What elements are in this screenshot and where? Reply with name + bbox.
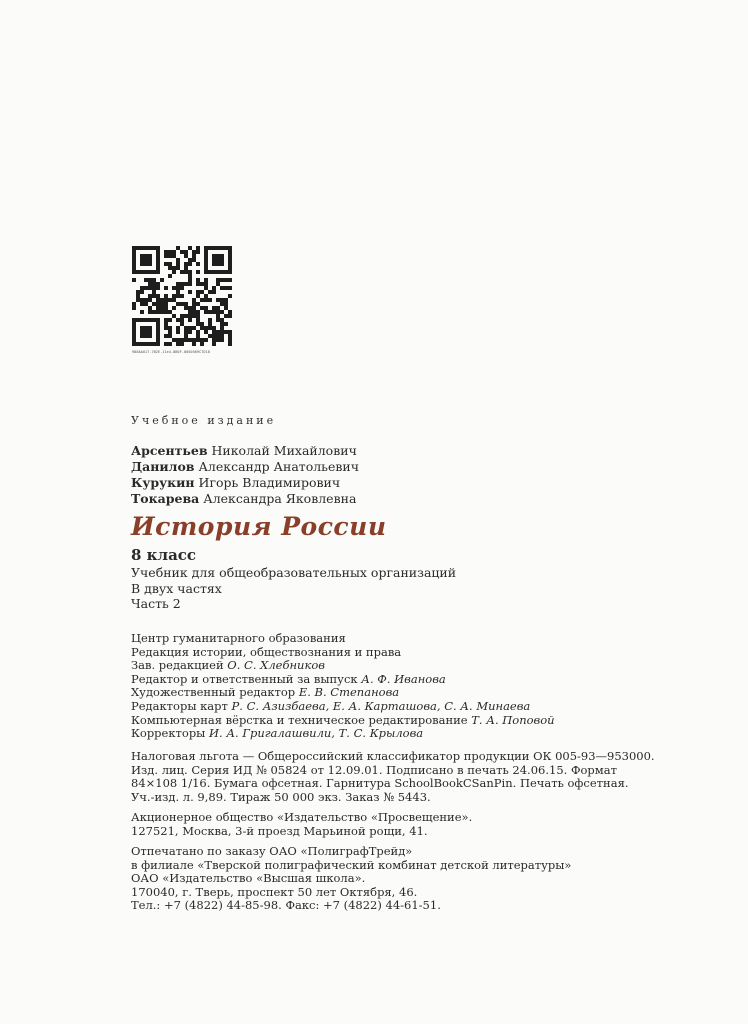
edition-label: Учебное издание [131, 414, 277, 427]
printer-line: в филиале «Тверской полиграфический комбинат детской литературы» [131, 857, 572, 872]
staff-person: И. А. Григалашвили, Т. С. Крылова [209, 726, 424, 741]
staff-role: Корректоры [131, 726, 209, 741]
author-line [131, 443, 359, 459]
staff-role: Редакция истории, обществознания и права [131, 644, 402, 659]
qr-caption: 988AA017-7B2E-11e4-8B0F-0050569C7D18 [132, 350, 210, 354]
publisher-line: 127521, Москва, 3-й проезд Марьиной рощи, 41. [131, 823, 428, 838]
author-name: Александра Яковлевна [203, 491, 357, 506]
subtitle [131, 565, 456, 612]
subtitle-line: Учебник для общеобразовательных организаций [131, 565, 457, 580]
staff-line [131, 646, 555, 660]
author-name: Игорь Владимирович [198, 475, 341, 490]
author-line [131, 491, 359, 507]
qr-code-icon [132, 246, 232, 346]
printer-line: 170040, г. Тверь, проспект 50 лет Октября, 46. [131, 884, 418, 899]
book-title: История России [131, 512, 387, 541]
staff-line [131, 686, 555, 700]
author-surname: Данилов [131, 459, 195, 474]
imprint-line: Налоговая льгота — Общероссийский классификатор продукции ОК 005-93—953000. [131, 749, 655, 763]
staff-line [131, 727, 555, 741]
author-surname: Курукин [131, 475, 195, 490]
author-name: Николай Михайлович [211, 443, 357, 458]
staff-line [131, 714, 555, 728]
imprint-line: Изд. лиц. Серия ИД № 05824 от 12.09.01. Подписано в печать 24.06.15. Формат [131, 762, 617, 777]
staff-role: Зав. редакцией [131, 658, 228, 673]
staff-role: Компьютерная вёрстка и техническое редактирование [131, 712, 472, 727]
staff-line [131, 632, 555, 646]
author-name: Александр Анатольевич [198, 459, 360, 474]
printer-line: ОАО «Издательство «Высшая школа». [131, 871, 366, 886]
staff-person: Р. С. Азизбаева, Е. А. Карташова, С. А. Минаева [231, 698, 531, 713]
publisher-line: Акционерное общество «Издательство «Просвещение». [131, 810, 473, 824]
staff-person: А. Ф. Иванова [361, 671, 446, 686]
author-line [131, 459, 359, 475]
author-surname: Токарева [131, 491, 200, 506]
imprint-line: 84×108 1/16. Бумага офсетная. Гарнитура SchoolBookCSanPin. Печать офсетная. [131, 776, 629, 791]
subtitle-line: В двух частях [131, 580, 222, 596]
printer-info [131, 845, 571, 913]
author-surname: Арсентьев [131, 443, 208, 458]
author-line [131, 475, 359, 491]
printer-line: Отпечатано по заказу ОАО «ПолиграфТрейд» [131, 844, 413, 858]
staff-credits [131, 632, 555, 741]
staff-person: О. С. Хлебников [227, 658, 325, 673]
printer-line: Тел.: +7 (4822) 44-85-98. Факс: +7 (4822) 44-61-51. [131, 898, 441, 913]
staff-role: Центр гуманитарного образования [131, 631, 346, 645]
staff-person: Т. А. Поповой [471, 712, 555, 727]
grade-label: 8 класс [131, 546, 197, 564]
imprint-details [131, 750, 655, 804]
staff-line [131, 673, 555, 687]
staff-role: Редактор и ответственный за выпуск [131, 671, 362, 686]
subtitle-line: Часть 2 [131, 596, 181, 611]
staff-role: Художественный редактор [131, 685, 299, 700]
staff-line [131, 659, 555, 673]
authors-list [131, 443, 359, 507]
imprint-line: Уч.-изд. л. 9,89. Тираж 50 000 экз. Заказ № 5443. [131, 789, 431, 804]
publisher-info [131, 811, 472, 838]
staff-line [131, 700, 555, 714]
staff-person: Е. В. Степанова [298, 685, 400, 700]
staff-role: Редакторы карт [131, 698, 232, 713]
